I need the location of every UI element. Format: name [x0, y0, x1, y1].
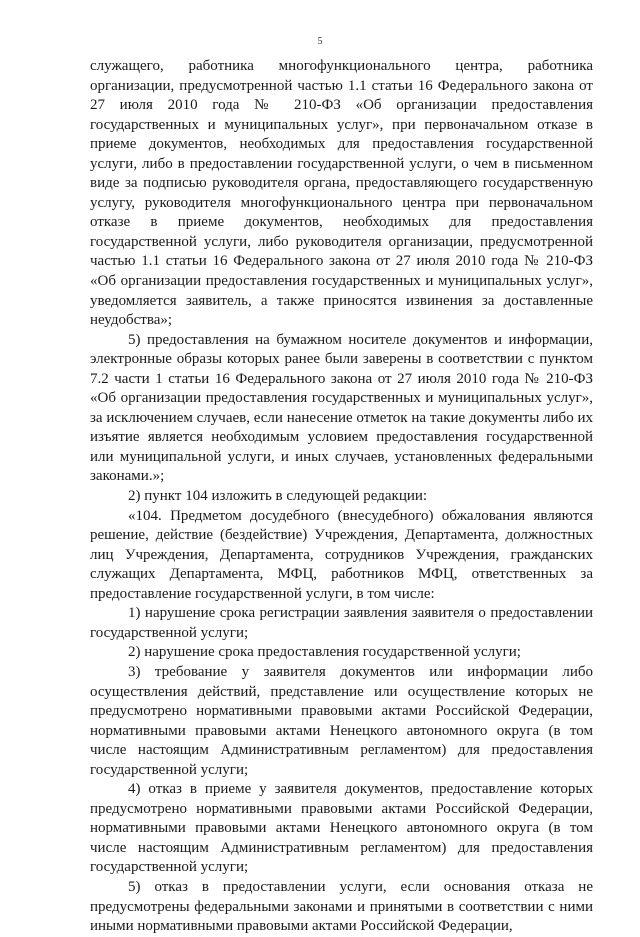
paragraph: 5) предоставления на бумажном носителе документов и информации, электронные образы которых ранее были заверены в соответствии с пунктом 7.2 части 1 статьи 16 Федерального закона от 27 июля 2010 года № 210-ФЗ «Об организации предоставления государственных и муниципальных услуг», за исключением случаев, если нанесение отметок на такие документы либо их изъятие является необходимым условием предоставления государственной или муниципальной услуги, и иных случаев, установленных федеральными законами.»; — [90, 331, 593, 485]
list-item: 2) нарушение срока предоставления государственной услуги; — [128, 644, 521, 661]
paragraph: 2) пункт 104 изложить в следующей редакции: — [128, 488, 428, 505]
document-body — [90, 57, 593, 937]
paragraph: служащего, работника многофункционального центра, работника организации, предусмотренной частью 1.1 статьи 16 Федерального закона от 27 июля 2010 года № 210-ФЗ «Об организации предоставления государственных и муниципальных услуг», при первоначальном отказе в приеме документов, необходимых для предоставления государственной услуги, либо в предоставлении государственной услуги, о чем в письменном виде за подписью руководителя органа, предоставляющего государственную услугу, руководителя многофункционального центра при первоначальном отказе в приеме документов, необходимых для предоставления государственной услуги, либо руководителя организации, предусмотренной частью 1.1 статьи 16 Федерального закона от 27 июля 2010 года № 210-ФЗ «Об организации предоставления государственных и муниципальных услуг», уведомляется заявитель, а также приносятся извинения за доставленные неудобства»; — [90, 58, 593, 329]
list-item: 4) отказ в приеме у заявителя документов, предоставление которых предусмотрено нормативными правовыми актами Российской Федерации, нормативными правовыми актами Ненецкого автономного округа (в том числе настоящим Административным регламентом) для предоставления государственной услуги; — [90, 781, 593, 876]
page-number: 5 — [317, 36, 323, 47]
list-item: 3) требование у заявителя документов или информации либо осуществления действий, представление или осуществление которых не предусмотрено нормативными правовыми актами Российской Федерации, нормативными правовыми актами Ненецкого автономного округа (в том числе настоящим Административным регламентом) для предоставления государственной услуги; — [90, 663, 593, 778]
list-item: 5) отказ в предоставлении услуги, если основания отказа не предусмотрены федеральными законами и принятыми в соответствии с ними иными нормативными правовыми актами Российской Федерации, — [90, 878, 593, 935]
paragraph: «104. Предметом досудебного (внесудебного) обжалования являются решение, действие (бездействие) Учреждения, Департамента, должностных лиц Учреждения, Департамента, сотрудников Учреждения, гражданских служащих Департамента, МФЦ, работников МФЦ, ответственных за предоставление государственной услуги, в том числе: — [90, 507, 593, 602]
list-item: 1) нарушение срока регистрации заявления заявителя о предоставлении государственной услуги; — [90, 605, 593, 641]
